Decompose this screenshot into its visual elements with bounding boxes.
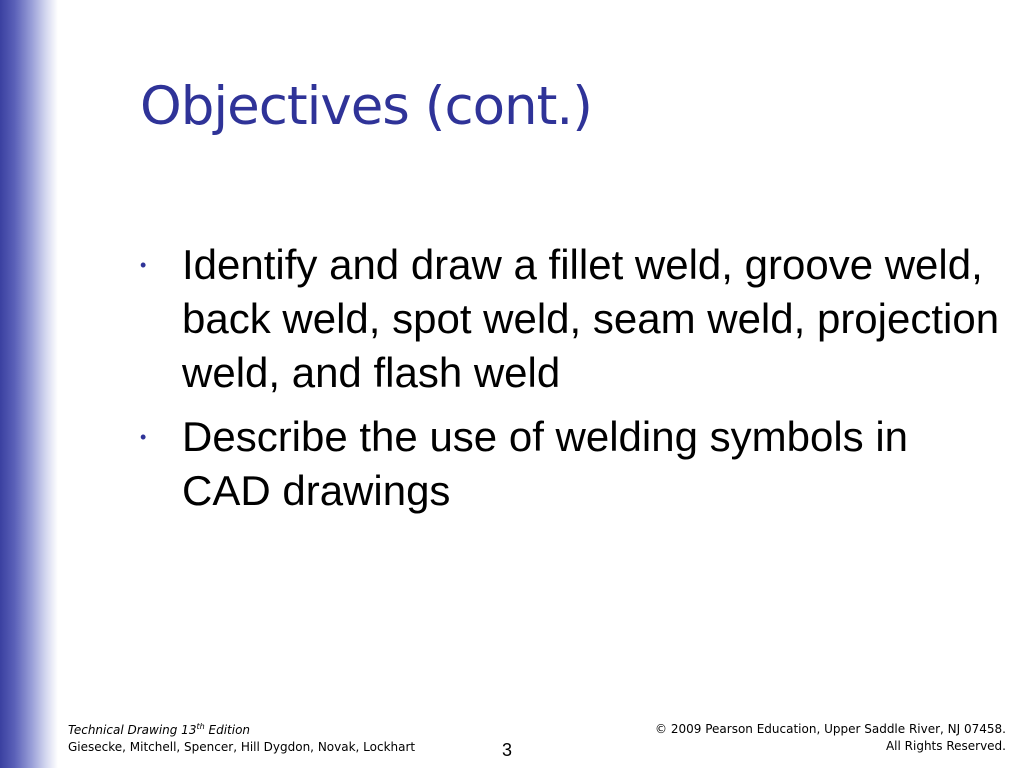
bullet-list: [140, 238, 1000, 528]
footer-copyright-line2: All Rights Reserved.: [885, 739, 1006, 753]
footer-book-title-superscript: th: [196, 722, 205, 731]
bullet-text-1: Identify and draw a fillet weld, groove weld, back weld, spot weld, seam weld, projection weld, and flash weld: [182, 241, 1000, 396]
bullet-text-2: Describe the use of welding symbols in CAD drawings: [182, 413, 909, 514]
bullet-item-1: [140, 238, 1000, 400]
page-number: 3: [502, 740, 513, 760]
bullet-dot-icon: •: [140, 255, 147, 275]
footer-copyright-line1: © 2009 Pearson Education, Upper Saddle River, NJ 07458.: [655, 722, 1006, 736]
footer-copyright: [655, 721, 1006, 755]
footer-book-title-prefix: Technical Drawing 13: [68, 723, 197, 737]
bullet-item-2: [140, 410, 1000, 518]
footer-authors: Giesecke, Mitchell, Spencer, Hill Dygdon, Novak, Lockhart: [68, 740, 416, 754]
slide-title: Objectives (cont.): [140, 76, 592, 137]
footer-book-info: [68, 722, 415, 756]
footer-book-title-suffix: Edition: [204, 723, 251, 737]
left-gradient-band: [0, 0, 58, 768]
bullet-dot-icon: •: [140, 427, 147, 447]
footer-book-title: [68, 722, 415, 739]
